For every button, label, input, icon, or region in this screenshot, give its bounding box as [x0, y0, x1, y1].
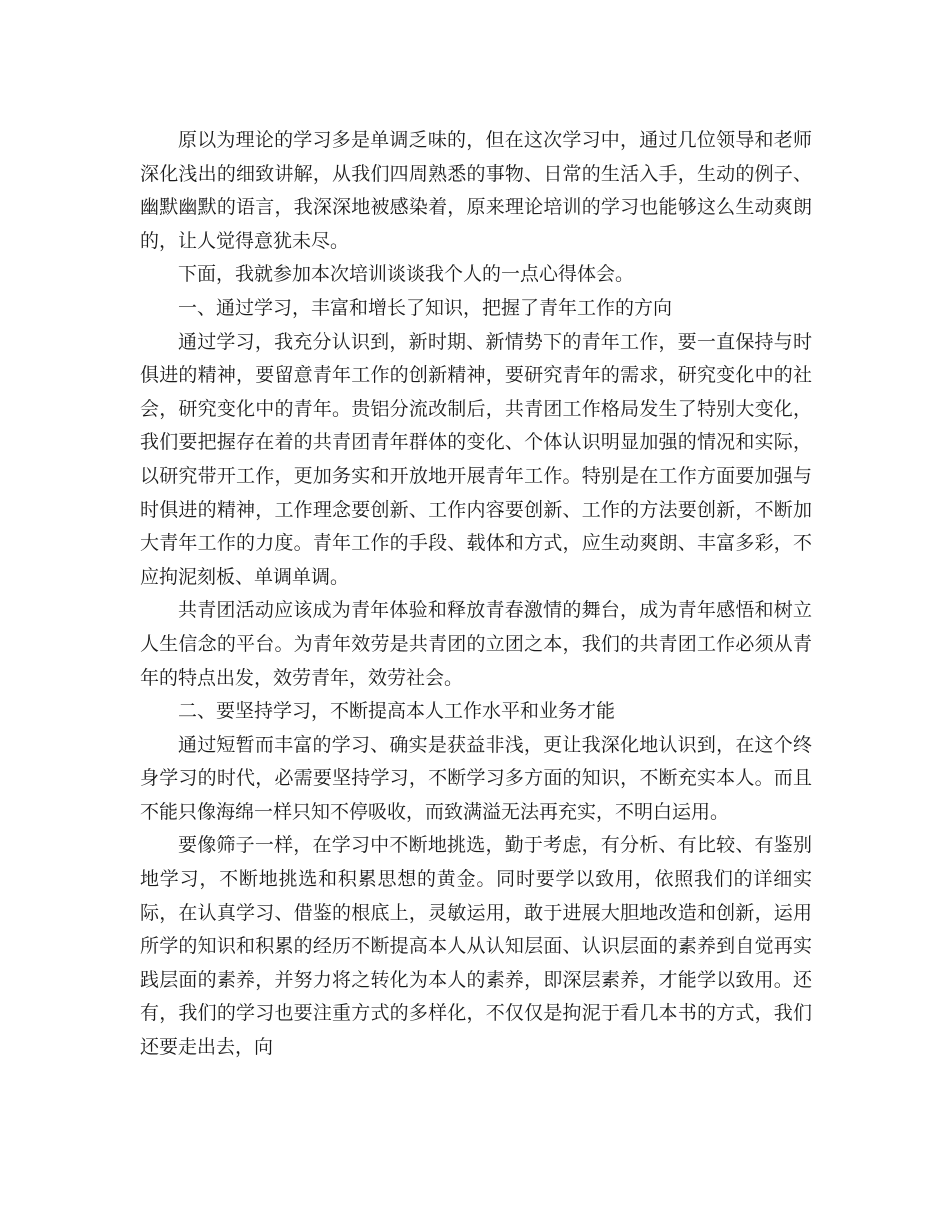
section-heading-2: 二、要坚持学习，不断提高本人工作水平和业务才能 [178, 700, 616, 723]
paragraph-section-2-sieve: 要像筛子一样，在学习中不断地挑选，勤于考虑，有分析、有比较、有鉴别地学习，不断地挑选和积累思想的黄金。同时要学以致用，依照我们的详细实际，在认真学习、借鉴的根底上，灵敏运用，敢于进展大胆地改造和创新，运用所学的知识和积累的经历不断提高本人从认知层面、认识层面的素养到自觉再实践层面的素养，并努力将之转化为本人的素养，即深层素养，才能学以致用。还有，我们的学习也要注重方式的多样化，不仅仅是拘泥于看几本书的方式，我们还要走出去，向 [140, 834, 812, 1059]
document-body [140, 124, 812, 1065]
paragraph-section-1-activities: 共青团活动应该成为青年体验和释放青春激情的舞台，成为青年感悟和树立人生信念的平台。为青年效劳是共青团的立团之本，我们的共青团工作必须从青年的特点出发，效劳青年，效劳社会。 [140, 599, 812, 689]
paragraph-lead-in: 下面，我就参加本次培训谈谈我个人的一点心得体会。 [178, 263, 635, 286]
paragraph-intro: 原以为理论的学习多是单调乏味的，但在这次学习中，通过几位领导和老师深化浅出的细致讲解，从我们四周熟悉的事物、日常的生活入手，生动的例子、幽默幽默的语言，我深深地被感染着，原来理论培训的学习也能够这么生动爽朗的，让人觉得意犹未尽。 [140, 129, 812, 252]
section-heading-1: 一、通过学习，丰富和增长了知识，把握了青年工作的方向 [178, 296, 673, 319]
paragraph-section-2-body: 通过短暂而丰富的学习、确实是获益非浅，更让我深化地认识到，在这个终身学习的时代，必需要坚持学习，不断学习多方面的知识，不断充实本人。而且不能只像海绵一样只知不停吸收，而致满溢无法再充实，不明白运用。 [140, 733, 812, 823]
paragraph-section-1-body: 通过学习，我充分认识到，新时期、新情势下的青年工作，要一直保持与时俱进的精神，要留意青年工作的创新精神，要研究青年的需求，研究变化中的社会，研究变化中的青年。贵铝分流改制后，共青团工作格局发生了特别大变化，我们要把握存在着的共青团青年群体的变化、个体认识明显加强的情况和实际，以研究带开工作，更加务实和开放地开展青年工作。特别是在工作方面要加强与时俱进的精神，工作理念要创新、工作内容要创新、工作的方法要创新，不断加大青年工作的力度。青年工作的手段、载体和方式，应生动爽朗、丰富多彩，不应拘泥刻板、单调单调。 [140, 330, 812, 588]
